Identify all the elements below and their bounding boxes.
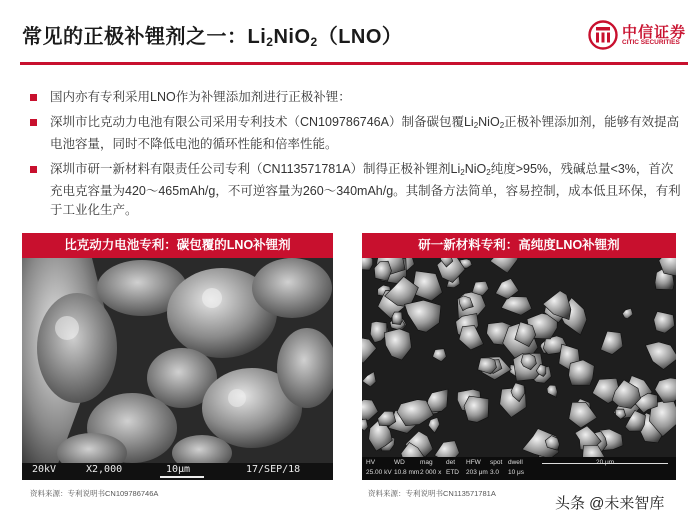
sem-image-left <box>22 258 333 480</box>
bullet-text: 深圳市研一新材料有限责任公司专利（CN113571781A）制得正极补锂剂$Li_2NiO_2$纯度>95%，残碱总量<3%，首次充电克容量为420～465mAh/g，不可逆容量为260～340mAh/g。其制备方法简单，容易控制，成本低且环保，有利于工业化生产。 <box>50 162 681 217</box>
bullet-item <box>30 160 685 220</box>
bullet-square-icon <box>30 94 37 101</box>
source-right: 资料来源：专利说明书CN113571781A <box>368 489 496 498</box>
bullet-list <box>30 88 685 226</box>
bullet-item <box>30 88 685 107</box>
source-left: 资料来源：专利说明书CN109786746A <box>30 489 159 498</box>
title-divider <box>20 62 688 65</box>
bullet-text: 国内亦有专利采用LNO作为补锂添加剂进行正极补锂： <box>50 90 351 104</box>
sem-grain <box>392 312 402 325</box>
sem-info-bar-right: HV WD mag det HFW spot dwell 25.00 kV 10.8 mm 2 000 x ETD 203 μm 3.0 10 μs 20 μm <box>362 457 676 480</box>
panel-heading-right: 研一新材料专利：高纯度LNO补锂剂 <box>362 233 676 258</box>
bullet-square-icon <box>30 166 37 173</box>
scale-bar <box>160 476 204 478</box>
sem-micrograph-right <box>362 258 676 480</box>
logo-name-en: CITIC SECURITIES <box>622 39 680 46</box>
watermark: 头条 @未来智库 <box>555 495 665 512</box>
bullet-text: 深圳市比克动力电池有限公司采用专利技术（CN109786746A）制备碳包覆$Li_2NiO_2$正极补锂添加剂，能够有效提高电池容量，同时不降低电池的循环性能和倍率性能。 <box>50 115 680 151</box>
sem-info-bar-left: 20kV X2,000 10μm 17/SEP/18 <box>28 464 328 478</box>
sem-micrograph-left <box>22 258 333 480</box>
citic-logo-icon <box>588 20 618 50</box>
bullet-item <box>30 113 685 154</box>
sem-grain <box>569 360 595 385</box>
sem-image-right <box>362 258 676 480</box>
sem-grain <box>464 396 489 422</box>
slide-title: 常见的正极补锂剂之一：$Li_2NiO_2(LNO)$ <box>22 26 403 49</box>
bullet-square-icon <box>30 119 37 126</box>
scale-label: 20 μm <box>596 459 615 466</box>
logo-name-cn: 中信证券 <box>622 24 687 41</box>
panel-heading-left: 比克动力电池专利：碳包覆的LNO补锂剂 <box>22 233 333 258</box>
citic-logo <box>588 20 688 50</box>
